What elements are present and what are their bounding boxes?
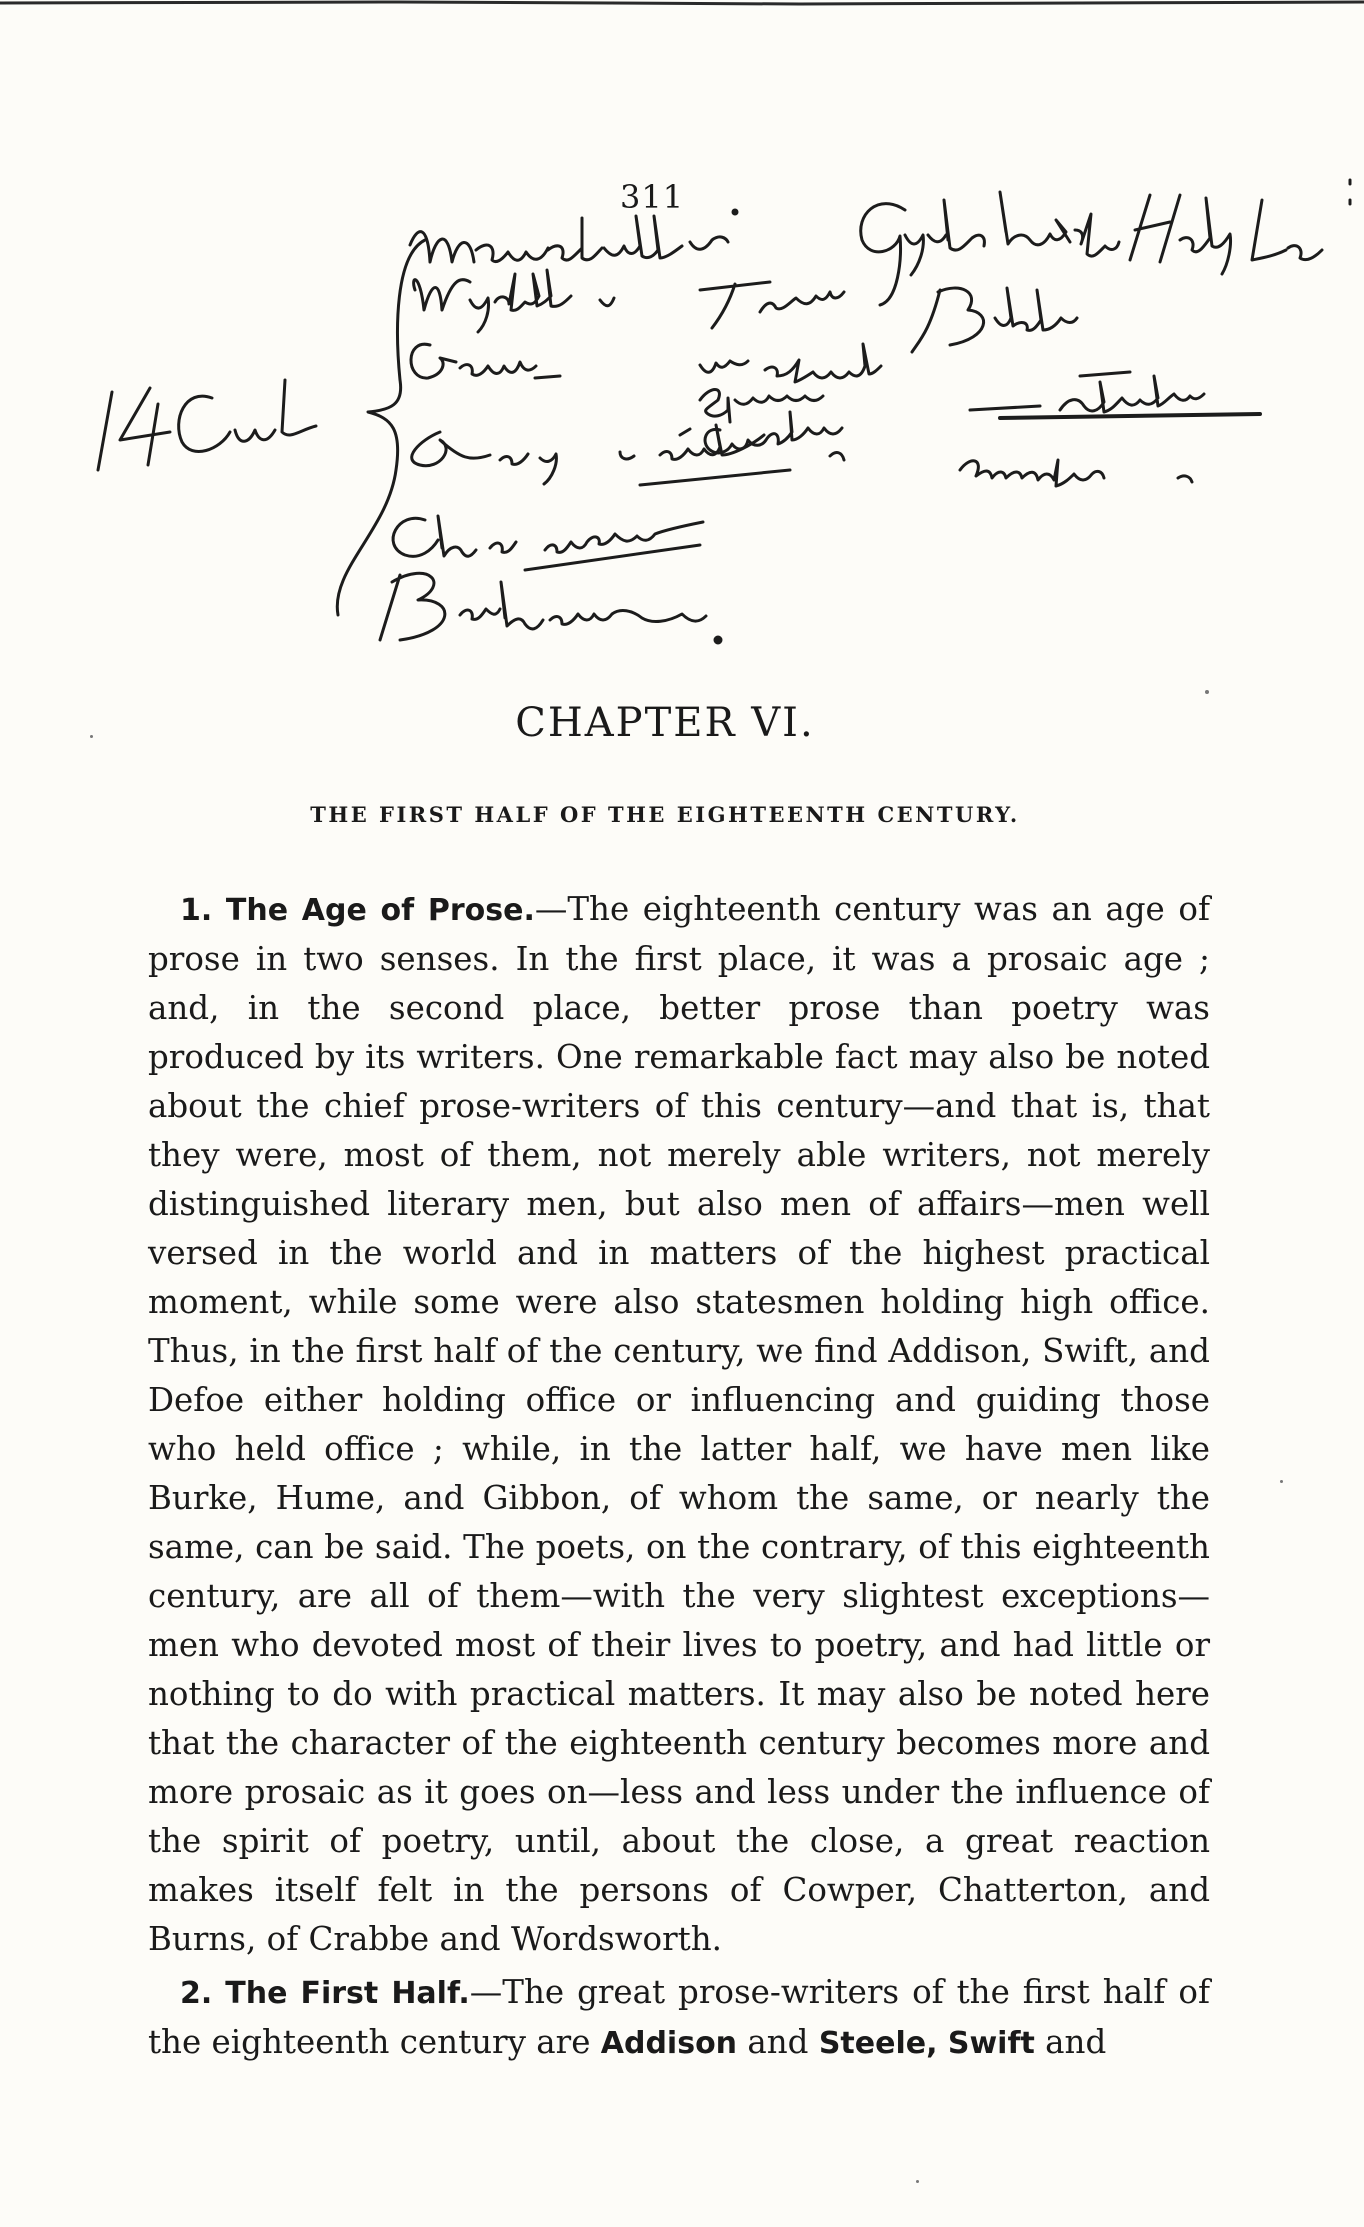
paper-speck: [916, 2180, 919, 2183]
paragraph-title: The First Half.: [225, 1976, 470, 2011]
paper-speck: [1280, 1480, 1283, 1483]
author-name-swift: Swift: [947, 2026, 1035, 2061]
paper-speck: [1205, 690, 1209, 694]
paper-speck: [90, 735, 93, 738]
paragraph-text: and: [1034, 2023, 1107, 2061]
paragraph-text: —The great prose-writers of the first half of the eighteenth century are: [148, 1973, 1210, 2061]
chapter-heading: CHAPTER VI.: [515, 700, 815, 746]
paragraph-number: 1.: [180, 893, 213, 928]
page-number: 311: [620, 178, 685, 216]
paragraph-title: The Age of Prose.: [225, 893, 535, 928]
paragraph-text: [938, 2023, 948, 2061]
author-name-steele: Steele,: [818, 2026, 938, 2061]
paragraph-text: and: [737, 2023, 819, 2061]
body-text: [148, 885, 1210, 2072]
paragraph-age-of-prose: [148, 885, 1210, 1964]
paragraph-text: —The eighteenth century was an age of prose in two senses. In the first place, it was a prosaic age ; and, in the second place, better prose than poetry was produced by its writers. One remarkable fact may also be noted about the chief prose-writers of this century—and that is, that they were, most of them, not merely able writers, not merely distinguished literary men, but also men of affairs—men well versed in the world and in matters of the highest practical moment, while some were also statesmen holding high office. Thus, in the first half of the century, we find Addison, Swift, and Defoe either holding office or influencing and guiding those who held office ; while, in the latter half, we have men like Burke, Hume, and Gibbon, of whom the same, or nearly the same, can be said. The poets, on the contrary, of this eighteenth century, are all of them—with the very slightest exceptions—men who devoted most of their lives to poetry, and had little or nothing to do with practical matters. It may also be noted here that the character of the eighteenth century becomes more and more prosaic as it goes on—less and less under the influence of the spirit of poetry, until, about the close, a great reaction makes itself felt in the persons of Cowper, Chatterton, and Burns, of Crabbe and Wordsworth.: [148, 890, 1210, 1958]
chapter-subtitle: THE FIRST HALF OF THE EIGHTEENTH CENTURY.: [310, 802, 1020, 827]
paragraph-first-half: [148, 1968, 1210, 2068]
paragraph-number: 2.: [180, 1976, 213, 2011]
author-name-addison: Addison: [600, 2026, 738, 2061]
handwritten-annotation: [0, 0, 1364, 680]
